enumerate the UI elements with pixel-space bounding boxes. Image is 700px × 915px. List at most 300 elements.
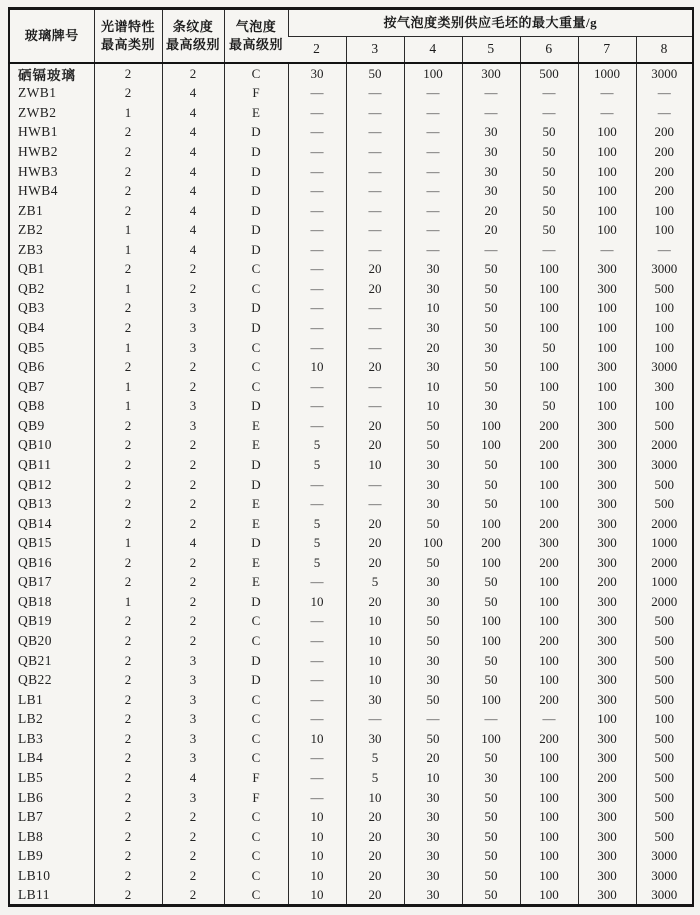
value-cell: C [224, 827, 288, 847]
table-row [9, 416, 693, 436]
value-cell: — [346, 377, 404, 397]
value-cell: 20 [346, 846, 404, 866]
glass-grade-cell: QB4 [18, 320, 45, 336]
header-striae-grade [162, 9, 224, 63]
value-cell: 300 [578, 455, 636, 475]
table-row [9, 377, 693, 397]
value-cell: 3 [162, 651, 224, 671]
value-cell: 200 [520, 436, 578, 456]
value-cell: 30 [462, 123, 520, 143]
value-cell: 100 [636, 397, 693, 417]
value-cell: 2 [94, 181, 162, 201]
value-cell: 30 [404, 788, 462, 808]
value-cell: 5 [288, 514, 346, 534]
value-cell: — [636, 240, 693, 260]
value-cell: 2000 [636, 514, 693, 534]
value-cell: 2 [162, 475, 224, 495]
value-cell: 2 [94, 749, 162, 769]
value-cell: 1 [94, 592, 162, 612]
value-cell: 50 [404, 553, 462, 573]
value-cell: 100 [404, 63, 462, 84]
value-cell: 20 [346, 807, 404, 827]
value-cell: 50 [462, 592, 520, 612]
value-cell: D [224, 318, 288, 338]
value-cell: 100 [520, 749, 578, 769]
value-cell: D [224, 299, 288, 319]
value-cell: 300 [578, 416, 636, 436]
value-cell: 300 [578, 357, 636, 377]
value-cell: 100 [636, 201, 693, 221]
value-cell: — [346, 181, 404, 201]
value-cell: C [224, 866, 288, 886]
value-cell: F [224, 788, 288, 808]
value-cell: C [224, 807, 288, 827]
value-cell: — [404, 103, 462, 123]
value-cell: 50 [462, 475, 520, 495]
value-cell: 4 [162, 142, 224, 162]
value-cell: 10 [288, 846, 346, 866]
value-cell: 2 [162, 612, 224, 632]
value-cell: 200 [636, 142, 693, 162]
value-cell: F [224, 84, 288, 104]
value-cell: 300 [636, 377, 693, 397]
value-cell: 50 [346, 63, 404, 84]
table-row [9, 220, 693, 240]
value-cell: — [288, 220, 346, 240]
value-cell: — [288, 318, 346, 338]
value-cell: 30 [404, 318, 462, 338]
value-cell: E [224, 514, 288, 534]
value-cell: 50 [462, 866, 520, 886]
table-row [9, 514, 693, 534]
value-cell: 2 [94, 612, 162, 632]
value-cell: 100 [520, 279, 578, 299]
value-cell: 2 [94, 162, 162, 182]
value-cell: 5 [288, 553, 346, 573]
table-row [9, 162, 693, 182]
value-cell: — [288, 201, 346, 221]
value-cell: — [288, 651, 346, 671]
value-cell: 4 [162, 201, 224, 221]
value-cell: 100 [462, 690, 520, 710]
value-cell: 3 [162, 710, 224, 730]
value-cell: 10 [346, 455, 404, 475]
table-row [9, 612, 693, 632]
value-cell: — [288, 299, 346, 319]
value-cell: C [224, 338, 288, 358]
value-cell: 50 [462, 357, 520, 377]
value-cell: — [288, 84, 346, 104]
value-cell: E [224, 573, 288, 593]
glass-grade-cell: QB21 [18, 652, 52, 668]
value-cell: 50 [462, 651, 520, 671]
value-cell: 30 [404, 279, 462, 299]
value-cell: 20 [346, 886, 404, 906]
value-cell: 20 [462, 201, 520, 221]
value-cell: 30 [404, 886, 462, 906]
value-cell: — [346, 123, 404, 143]
value-cell: 50 [462, 494, 520, 514]
value-cell: D [224, 670, 288, 690]
value-cell: 100 [520, 357, 578, 377]
value-cell: 100 [578, 318, 636, 338]
table-row [9, 84, 693, 104]
value-cell: 2 [94, 886, 162, 906]
value-cell: 2 [94, 416, 162, 436]
glass-grade-cell: QB1 [18, 261, 45, 277]
value-cell: 50 [404, 514, 462, 534]
value-cell: 100 [636, 299, 693, 319]
value-cell: — [288, 123, 346, 143]
value-cell: — [288, 260, 346, 280]
bubble-class-4: 4 [404, 37, 462, 63]
glass-grade-cell: QB11 [18, 456, 52, 472]
value-cell: 300 [578, 612, 636, 632]
value-cell: 100 [578, 220, 636, 240]
value-cell: 50 [404, 612, 462, 632]
value-cell: 500 [636, 651, 693, 671]
value-cell: — [288, 494, 346, 514]
value-cell: D [224, 533, 288, 553]
glass-grade-cell: LB11 [18, 886, 50, 902]
header-striae-line1: 条纹度 [172, 19, 214, 35]
value-cell: D [224, 181, 288, 201]
value-cell: 200 [578, 573, 636, 593]
glass-grade-cell: LB10 [18, 867, 51, 883]
value-cell: E [224, 103, 288, 123]
value-cell: 30 [288, 63, 346, 84]
value-cell: 100 [578, 181, 636, 201]
value-cell: — [404, 84, 462, 104]
value-cell: 200 [520, 416, 578, 436]
value-cell: 2 [94, 514, 162, 534]
value-cell: 20 [462, 220, 520, 240]
value-cell: 500 [636, 788, 693, 808]
value-cell: 2 [162, 436, 224, 456]
value-cell: 10 [288, 592, 346, 612]
bubble-class-2: 2 [313, 41, 321, 57]
value-cell: — [462, 240, 520, 260]
table-row [9, 670, 693, 690]
value-cell: 50 [462, 377, 520, 397]
value-cell: 100 [520, 846, 578, 866]
value-cell: 1 [94, 338, 162, 358]
table-row [9, 201, 693, 221]
value-cell: 100 [462, 612, 520, 632]
value-cell: — [288, 670, 346, 690]
value-cell: 10 [346, 651, 404, 671]
table-row [9, 573, 693, 593]
value-cell: 300 [578, 886, 636, 906]
value-cell: 20 [346, 279, 404, 299]
value-cell: 1 [94, 279, 162, 299]
value-cell: 30 [404, 357, 462, 377]
value-cell: 30 [404, 494, 462, 514]
value-cell: 2 [162, 455, 224, 475]
value-cell: 100 [578, 162, 636, 182]
value-cell: 1000 [636, 573, 693, 593]
table-row [9, 318, 693, 338]
value-cell: 30 [404, 827, 462, 847]
value-cell: 100 [520, 768, 578, 788]
value-cell: — [346, 103, 404, 123]
value-cell: — [346, 475, 404, 495]
value-cell: 500 [636, 768, 693, 788]
glass-grade-cell: QB6 [18, 359, 45, 375]
glass-grade-cell: LB7 [18, 809, 44, 825]
glass-grade-cell: HWB3 [18, 163, 58, 179]
value-cell: 100 [520, 592, 578, 612]
value-cell: 2 [94, 573, 162, 593]
glass-grade-cell: QB9 [18, 417, 45, 433]
value-cell: 20 [346, 553, 404, 573]
value-cell: D [224, 162, 288, 182]
value-cell: C [224, 63, 288, 84]
glass-grade-cell: 硒镉玻璃 [9, 63, 94, 84]
table-row [9, 846, 693, 866]
value-cell: 2 [162, 494, 224, 514]
value-cell: 100 [520, 866, 578, 886]
value-cell: 100 [520, 788, 578, 808]
value-cell: 30 [346, 690, 404, 710]
value-cell: 50 [520, 162, 578, 182]
value-cell: 4 [162, 162, 224, 182]
value-cell: 2 [94, 631, 162, 651]
table-row [9, 357, 693, 377]
value-cell: D [224, 455, 288, 475]
value-cell: 5 [346, 573, 404, 593]
value-cell: 3 [162, 729, 224, 749]
value-cell: E [224, 416, 288, 436]
value-cell: 100 [520, 260, 578, 280]
value-cell: 10 [288, 866, 346, 886]
value-cell: — [578, 103, 636, 123]
table-row [9, 768, 693, 788]
value-cell: 100 [462, 436, 520, 456]
value-cell: 10 [288, 827, 346, 847]
glass-grade-cell: LB6 [18, 789, 44, 805]
glass-grade-cell: LB5 [18, 769, 44, 785]
value-cell: 50 [462, 573, 520, 593]
value-cell: 100 [520, 612, 578, 632]
value-cell: 3000 [636, 63, 693, 84]
value-cell: 300 [578, 670, 636, 690]
value-cell: 500 [636, 475, 693, 495]
value-cell: 100 [578, 201, 636, 221]
value-cell: 1 [94, 397, 162, 417]
value-cell: 100 [520, 475, 578, 495]
value-cell: 100 [462, 729, 520, 749]
value-cell: — [578, 240, 636, 260]
value-cell: 50 [404, 729, 462, 749]
glass-grade-cell: HWB1 [18, 124, 58, 140]
value-cell: 100 [520, 494, 578, 514]
value-cell: D [224, 142, 288, 162]
table-row [9, 103, 693, 123]
value-cell: — [346, 142, 404, 162]
value-cell: 2 [94, 827, 162, 847]
value-cell: 2 [162, 807, 224, 827]
value-cell: 1 [94, 240, 162, 260]
value-cell: 300 [578, 436, 636, 456]
value-cell: 2 [162, 377, 224, 397]
table-row [9, 455, 693, 475]
value-cell: 100 [578, 338, 636, 358]
value-cell: — [288, 612, 346, 632]
value-cell: 2 [162, 553, 224, 573]
value-cell: — [288, 475, 346, 495]
value-cell: 300 [578, 260, 636, 280]
value-cell: 2 [94, 436, 162, 456]
glass-grade-cell: QB15 [18, 535, 52, 551]
table-row [9, 729, 693, 749]
value-cell: — [462, 84, 520, 104]
table-row [9, 436, 693, 456]
value-cell: 5 [346, 768, 404, 788]
table-row [9, 807, 693, 827]
glass-grade-cell: QB12 [18, 476, 52, 492]
value-cell: C [224, 710, 288, 730]
value-cell: 300 [578, 846, 636, 866]
glass-grade-cell: QB10 [18, 437, 52, 453]
value-cell: 500 [520, 63, 578, 84]
value-cell: 10 [404, 377, 462, 397]
value-cell: 100 [462, 416, 520, 436]
value-cell: C [224, 631, 288, 651]
table-row [9, 553, 693, 573]
table-row [9, 240, 693, 260]
value-cell: 2 [94, 201, 162, 221]
value-cell: 50 [462, 749, 520, 769]
value-cell: 20 [346, 866, 404, 886]
value-cell: 200 [636, 123, 693, 143]
value-cell: — [288, 788, 346, 808]
value-cell: — [636, 103, 693, 123]
value-cell: 100 [404, 533, 462, 553]
value-cell: 20 [346, 592, 404, 612]
value-cell: 2 [162, 631, 224, 651]
value-cell: 30 [462, 338, 520, 358]
table-row [9, 338, 693, 358]
value-cell: 2 [94, 846, 162, 866]
value-cell: 2 [94, 866, 162, 886]
value-cell: 500 [636, 807, 693, 827]
value-cell: 30 [404, 573, 462, 593]
value-cell: — [288, 142, 346, 162]
value-cell: 4 [162, 103, 224, 123]
value-cell: 500 [636, 416, 693, 436]
value-cell: 3 [162, 690, 224, 710]
value-cell: 20 [346, 533, 404, 553]
value-cell: 1000 [578, 63, 636, 84]
value-cell: 50 [520, 142, 578, 162]
header-bubble-grade [224, 9, 288, 63]
glass-grade-cell: LB8 [18, 828, 44, 844]
value-cell: 20 [346, 357, 404, 377]
value-cell: C [224, 357, 288, 377]
value-cell: 2000 [636, 436, 693, 456]
table-row [9, 533, 693, 553]
table-row [9, 631, 693, 651]
glass-grade-cell: QB18 [18, 593, 52, 609]
value-cell: — [636, 84, 693, 104]
value-cell: — [346, 397, 404, 417]
value-cell: 2000 [636, 553, 693, 573]
value-cell: 50 [462, 279, 520, 299]
value-cell: 100 [520, 318, 578, 338]
table-row [9, 749, 693, 769]
value-cell: 300 [578, 475, 636, 495]
value-cell: 300 [578, 788, 636, 808]
value-cell: 10 [346, 788, 404, 808]
value-cell: 300 [578, 533, 636, 553]
value-cell: D [224, 201, 288, 221]
header-max-weight-group: 按气泡度类别供应毛坯的最大重量/g [288, 9, 693, 37]
value-cell: 3 [162, 338, 224, 358]
value-cell: — [288, 397, 346, 417]
table-row [9, 690, 693, 710]
value-cell: — [288, 338, 346, 358]
value-cell: 3 [162, 318, 224, 338]
spec-table-body [9, 63, 693, 906]
value-cell: 2 [94, 494, 162, 514]
table-row [9, 788, 693, 808]
glass-spec-table [8, 7, 694, 907]
glass-grade-cell: QB13 [18, 496, 52, 512]
value-cell: 2 [162, 260, 224, 280]
value-cell: 10 [288, 886, 346, 906]
value-cell: — [346, 338, 404, 358]
value-cell: — [346, 240, 404, 260]
value-cell: 200 [520, 514, 578, 534]
value-cell: D [224, 240, 288, 260]
value-cell: 2000 [636, 592, 693, 612]
value-cell: 30 [404, 846, 462, 866]
value-cell: 2 [162, 63, 224, 84]
value-cell: 500 [636, 612, 693, 632]
value-cell: C [224, 260, 288, 280]
value-cell: 100 [520, 455, 578, 475]
glass-grade-cell: QB8 [18, 398, 45, 414]
value-cell: — [346, 84, 404, 104]
value-cell: 1000 [636, 533, 693, 553]
glass-grade-cell: QB20 [18, 633, 52, 649]
value-cell: — [288, 279, 346, 299]
value-cell: C [224, 279, 288, 299]
value-cell: 200 [520, 690, 578, 710]
value-cell: 2 [94, 651, 162, 671]
table-row [9, 142, 693, 162]
value-cell: 30 [462, 142, 520, 162]
value-cell: 2 [162, 827, 224, 847]
value-cell: 500 [636, 279, 693, 299]
value-cell: 300 [578, 651, 636, 671]
glass-grade-cell: QB17 [18, 574, 52, 590]
glass-grade-cell: LB3 [18, 730, 44, 746]
header-spectral-category [94, 9, 162, 63]
value-cell: 100 [520, 299, 578, 319]
value-cell: — [288, 573, 346, 593]
value-cell: F [224, 768, 288, 788]
value-cell: 100 [578, 397, 636, 417]
table-row [9, 827, 693, 847]
glass-grade-cell: ZB2 [18, 222, 44, 238]
glass-grade-cell: ZWB2 [18, 104, 57, 120]
value-cell: 100 [578, 377, 636, 397]
table-row [9, 475, 693, 495]
value-cell: 300 [578, 807, 636, 827]
value-cell: 3000 [636, 455, 693, 475]
